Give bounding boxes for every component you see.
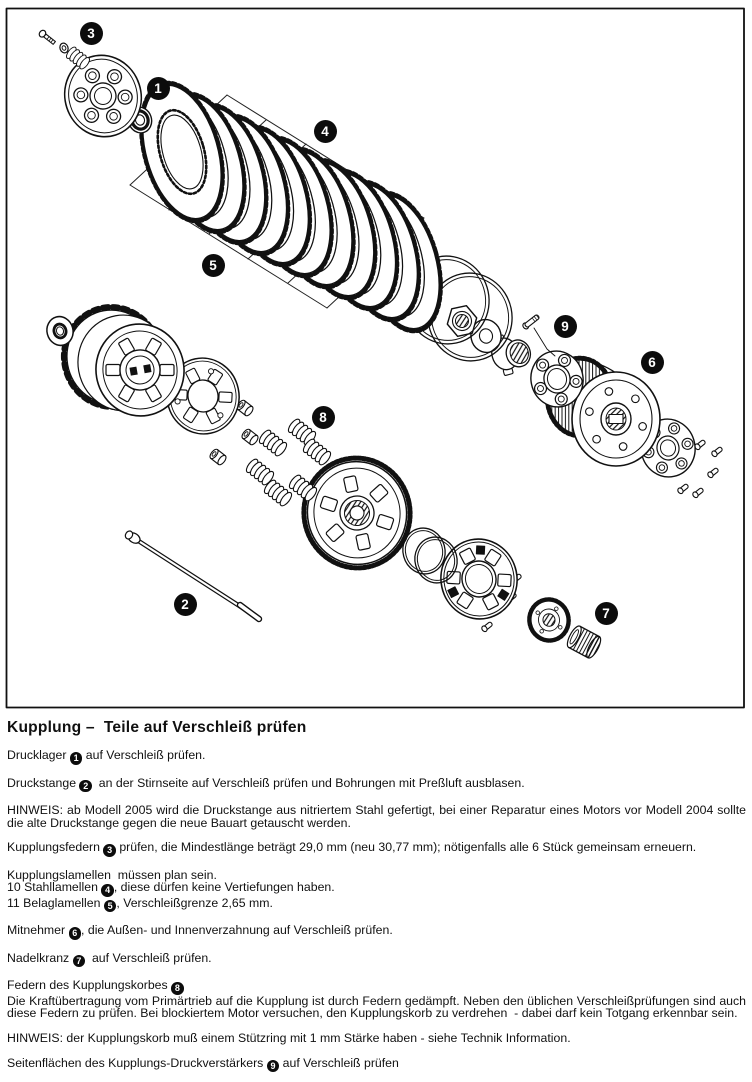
badge-2: 2 bbox=[79, 780, 92, 793]
callout-8: 8 bbox=[312, 406, 335, 429]
para-seitenflaechen: Seitenflächen des Kupplungs-Druckverstärkers 9 auf Verschleiß prüfen bbox=[7, 1055, 399, 1071]
para-nadelkranz: Nadelkranz 7 auf Verschleiß prüfen. bbox=[7, 950, 212, 966]
para-federn-korb: Federn des Kupplungskorbes 8 Die Kraftübertragung vom Primärtrieb auf die Kupplung ist durch Federn gedämpft. Neben den üblichen Verschleißprüfungen sind auch diese Federn zu prüfen. Bei blockiertem Motor versuchen, den Kupplungskorb zu verdrehen - dabei darf kein Totgang erkennbar sein. bbox=[7, 978, 750, 1021]
callout-2: 2 bbox=[174, 593, 197, 616]
para-druckstange: Druckstange 2 an der Stirnseite auf Verschleiß prüfen und Bohrungen mit Preßluft ausblasen. bbox=[7, 775, 525, 791]
instructions-section bbox=[7, 719, 750, 1082]
para-hinweis-2005: HINWEIS: ab Modell 2005 wird die Druckstange aus nitriertem Stahl gefertigt, bei einer Reparatur eines Motors vor Modell 2004 sollte die alte Druckstange gegen die neue Bauart getauscht werden. bbox=[7, 803, 750, 830]
kickstart-gear bbox=[525, 595, 573, 644]
badge-4: 4 bbox=[101, 884, 114, 897]
callout-3: 3 bbox=[80, 22, 103, 45]
para-mitnehmer: Mitnehmer 6 , die Außen- und Innenverzahnung auf Verschleiß prüfen. bbox=[7, 923, 393, 939]
para-kupplungsfedern: Kupplungsfedern 3 prüfen, die Mindestlänge beträgt 29,0 mm (neu 30,77 mm); nötigenfalls alle 6 Stück gemeinsam erneuern. bbox=[7, 840, 697, 856]
clutch-plate-stack bbox=[127, 74, 455, 341]
callout-1: 1 bbox=[147, 77, 170, 100]
callout-6: 6 bbox=[641, 351, 664, 374]
spring-retainer-screw bbox=[38, 29, 57, 46]
needle-cage bbox=[565, 624, 604, 660]
badge-1: 1 bbox=[70, 752, 83, 765]
callout-7: 7 bbox=[595, 602, 618, 625]
badge-9: 9 bbox=[267, 1060, 280, 1073]
badge-3: 3 bbox=[103, 844, 116, 857]
section-title: Kupplung – Teile auf Verschleiß prüfen bbox=[7, 719, 307, 736]
badge-8: 8 bbox=[171, 982, 184, 995]
para-drucklager: Drucklager 1 auf Verschleiß prüfen. bbox=[7, 748, 206, 763]
primary-gear bbox=[294, 448, 421, 578]
callout-5: 5 bbox=[202, 254, 225, 277]
badge-5: 5 bbox=[104, 900, 117, 913]
booster-flange bbox=[434, 532, 525, 626]
para-federn-korb-body: Die Kraftübertragung vom Primärtrieb auf die Kupplung ist durch Federn gedämpft. Neben den üblichen Verschleißprüfungen sind auch diese Federn zu prüfen. Bei blockiertem Motor versuchen, den Kupplungskorb zu verdrehen - dabei darf kein Totgang erkennbar sein. bbox=[7, 993, 750, 1021]
callout-9: 9 bbox=[554, 315, 577, 338]
badge-7: 7 bbox=[73, 955, 86, 968]
badge-6: 6 bbox=[69, 927, 82, 940]
adjuster-pin bbox=[522, 314, 541, 330]
para-hinweis-stuetzring: HINWEIS: der Kupplungskorb muß einem Stützring mit 1 mm Stärke haben - siehe Technik Information. bbox=[7, 1030, 571, 1045]
para-lamellen: Kupplungslamellen müssen plan sein. 10 Stahllamellen 4 , diese dürfen keine Vertiefungen haben. 11 Belaglamellen 5 , Verschleißgrenze 2,65 mm. bbox=[7, 867, 335, 911]
callout-4: 4 bbox=[314, 120, 337, 143]
